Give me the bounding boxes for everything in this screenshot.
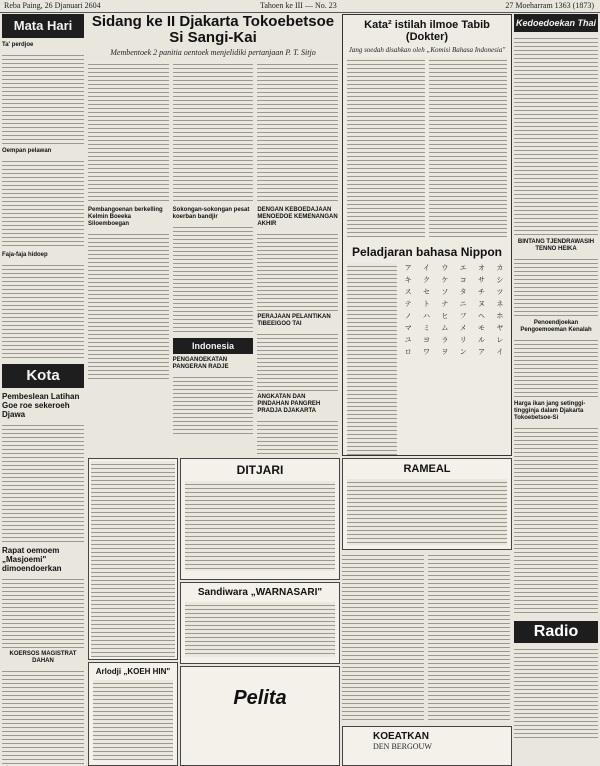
- kana-glyph: ヤ: [496, 324, 504, 332]
- ad-koeatkan: [342, 726, 512, 766]
- kana-glyph: マ: [404, 324, 412, 332]
- article-title: ANGKATAN DAN PINDAHAN PANGREH PRADJA DJAKARTA: [257, 394, 321, 414]
- ad-warnasari: [180, 582, 340, 664]
- kana-glyph: テ: [404, 300, 412, 308]
- ad-title: Arlodji „KOEH HIN": [95, 667, 171, 676]
- kana-glyph: ヲ: [441, 348, 449, 356]
- kana-glyph: ン: [459, 348, 467, 356]
- center-subcol-b: [173, 207, 254, 454]
- kana-glyph: ス: [404, 288, 412, 296]
- kana-glyph: カ: [496, 264, 504, 272]
- masthead-edition: Tahoen ke III — No. 23: [260, 1, 337, 10]
- ad-title: DITJARI: [236, 463, 284, 477]
- article-body: [2, 668, 84, 764]
- kana-table: [401, 263, 507, 456]
- center-subcol-c: [257, 207, 338, 454]
- far-right-column: [514, 14, 598, 764]
- section-kedoedoekan: Kedoedoekan Thai: [514, 14, 598, 32]
- kana-glyph: ロ: [404, 348, 412, 356]
- kana-glyph: ル: [477, 336, 485, 344]
- masthead-date-left: Reba Paing, 26 Djanuari 2604: [4, 1, 101, 10]
- article-title: Harga ikan jang setinggi-tingginja dalam Djakarta Tokoebetsoe-Si: [514, 401, 586, 421]
- article-title: DENGAN KEBOEDAJAAN MENOEDOE KEMENANGAN AKHIR: [257, 207, 338, 227]
- kana-glyph: ム: [441, 324, 449, 332]
- kana-glyph: ヨ: [422, 336, 430, 344]
- kana-glyph: ユ: [404, 336, 412, 344]
- kana-glyph: レ: [496, 336, 504, 344]
- ad-title: Sandiwara „WARNASARI": [197, 587, 323, 598]
- right-headline: Kata² istilah ilmoe Tabib (Dokter): [364, 19, 490, 43]
- kana-glyph: ソ: [441, 288, 449, 296]
- kana-glyph: ノ: [404, 312, 412, 320]
- ad-title: KOEATKAN: [373, 731, 429, 742]
- kana-glyph: サ: [477, 276, 485, 284]
- nippon-lesson-body: [343, 263, 511, 456]
- article-title: BINTANG TJENDRAWASIH TENNO HEIKA: [517, 239, 595, 252]
- section-mata-hari: Mata Hari: [2, 14, 84, 38]
- masthead-date-right: 27 Moeharram 1363 (1873): [505, 1, 594, 10]
- kana-glyph: メ: [459, 324, 467, 332]
- article-title: Sokongan-sokongan pesat koerban bandjir: [172, 207, 250, 220]
- headline-body: [88, 61, 338, 201]
- kana-glyph: ネ: [496, 300, 504, 308]
- ad-ditjari: [180, 458, 340, 580]
- kana-glyph: オ: [477, 264, 485, 272]
- kana-glyph: チ: [477, 288, 485, 296]
- kana-glyph: ト: [422, 300, 430, 308]
- kana-glyph: ハ: [422, 312, 430, 320]
- article-body: [2, 422, 84, 542]
- kana-glyph: セ: [422, 288, 430, 296]
- kana-glyph: ワ: [422, 348, 430, 356]
- kana-glyph: ツ: [496, 288, 504, 296]
- article-title: PENGANOEKATAN PANGERAN RADJE: [172, 357, 229, 370]
- article-title: PERAJAAN PELANTIKAN TIBEEIGOO TAI: [257, 314, 331, 327]
- center-lower-row: [88, 207, 338, 454]
- kana-glyph: ホ: [496, 312, 504, 320]
- kana-glyph: ミ: [422, 324, 430, 332]
- right-block: [342, 14, 512, 456]
- article-title: Ta' perdjoe: [2, 42, 34, 48]
- kana-glyph: ヘ: [477, 312, 485, 320]
- right-subhead: Jang soedah disahkan oleh „Komisi Bahasa Indonesia": [348, 46, 506, 54]
- article-title: Faja-faja hidoep: [2, 252, 48, 258]
- article-body: [2, 52, 84, 144]
- kana-glyph: キ: [404, 276, 412, 284]
- ad-notice-left: [88, 458, 178, 660]
- section-indonesia: Indonesia: [173, 338, 254, 354]
- article-title: Pembangoenan berkelling Kelmin Boeeka Siloemboegan: [88, 207, 163, 227]
- ad-title: Pelita: [233, 687, 287, 709]
- ad-pelita: [180, 666, 340, 766]
- article-body: [2, 576, 84, 648]
- kana-glyph: ク: [422, 276, 430, 284]
- kana-glyph: ア: [404, 264, 412, 272]
- kana-glyph: ナ: [441, 300, 449, 308]
- kana-glyph: ラ: [441, 336, 449, 344]
- article-title: KOERSOS MAGISTRAT DAHAN: [9, 651, 77, 664]
- masthead: [0, 0, 600, 13]
- article-body: [2, 158, 84, 248]
- glossary-columns: [343, 57, 511, 237]
- article-title: Pembeslean Latihan Goe roe sekeroeh Djawa: [2, 392, 80, 419]
- ad-rameal: [342, 458, 512, 550]
- article-title: Rapat oemoem „Masjoemi" dimoendoerkan: [2, 546, 62, 573]
- kana-glyph: ケ: [441, 276, 449, 284]
- kana-glyph: コ: [459, 276, 467, 284]
- kana-glyph: ア: [477, 348, 485, 356]
- kana-glyph: タ: [459, 288, 467, 296]
- kana-glyph: フ: [459, 312, 467, 320]
- article-title: Oempan pelawan: [2, 148, 52, 154]
- ad-arlodji: [88, 662, 178, 766]
- kana-glyph: ヌ: [477, 300, 485, 308]
- section-kota: Kota: [2, 364, 84, 388]
- main-headline: Sidang ke II Djakarta Tokoebetsoe Si Sangi-Kai: [91, 14, 335, 46]
- kana-glyph: エ: [459, 264, 467, 272]
- article-title: Penoendjoekan Pengoemoeman Kenalah: [520, 320, 592, 333]
- article-body: [2, 262, 84, 360]
- ad-subtitle: DEN BERGOUW: [373, 742, 432, 751]
- kana-glyph: ヒ: [441, 312, 449, 320]
- kana-glyph: イ: [422, 264, 430, 272]
- nippon-lesson-title: Peladjaran bahasa Nippon: [351, 245, 503, 259]
- main-subhead: Membentoek 2 panitia oentoek menjelidiki pertanjaan P. T. Sitjo: [110, 48, 316, 57]
- center-column: [88, 14, 338, 454]
- kana-glyph: ニ: [459, 300, 467, 308]
- kana-glyph: シ: [496, 276, 504, 284]
- ad-title: RAMEAL: [403, 463, 451, 475]
- kana-glyph: イ: [496, 348, 504, 356]
- section-radio: Radio: [514, 621, 598, 643]
- center-subcol-a: [88, 207, 169, 454]
- kana-glyph: モ: [477, 324, 485, 332]
- classifieds: [342, 552, 510, 722]
- kana-glyph: リ: [459, 336, 467, 344]
- left-column: [2, 14, 84, 764]
- kana-glyph: ウ: [441, 264, 449, 272]
